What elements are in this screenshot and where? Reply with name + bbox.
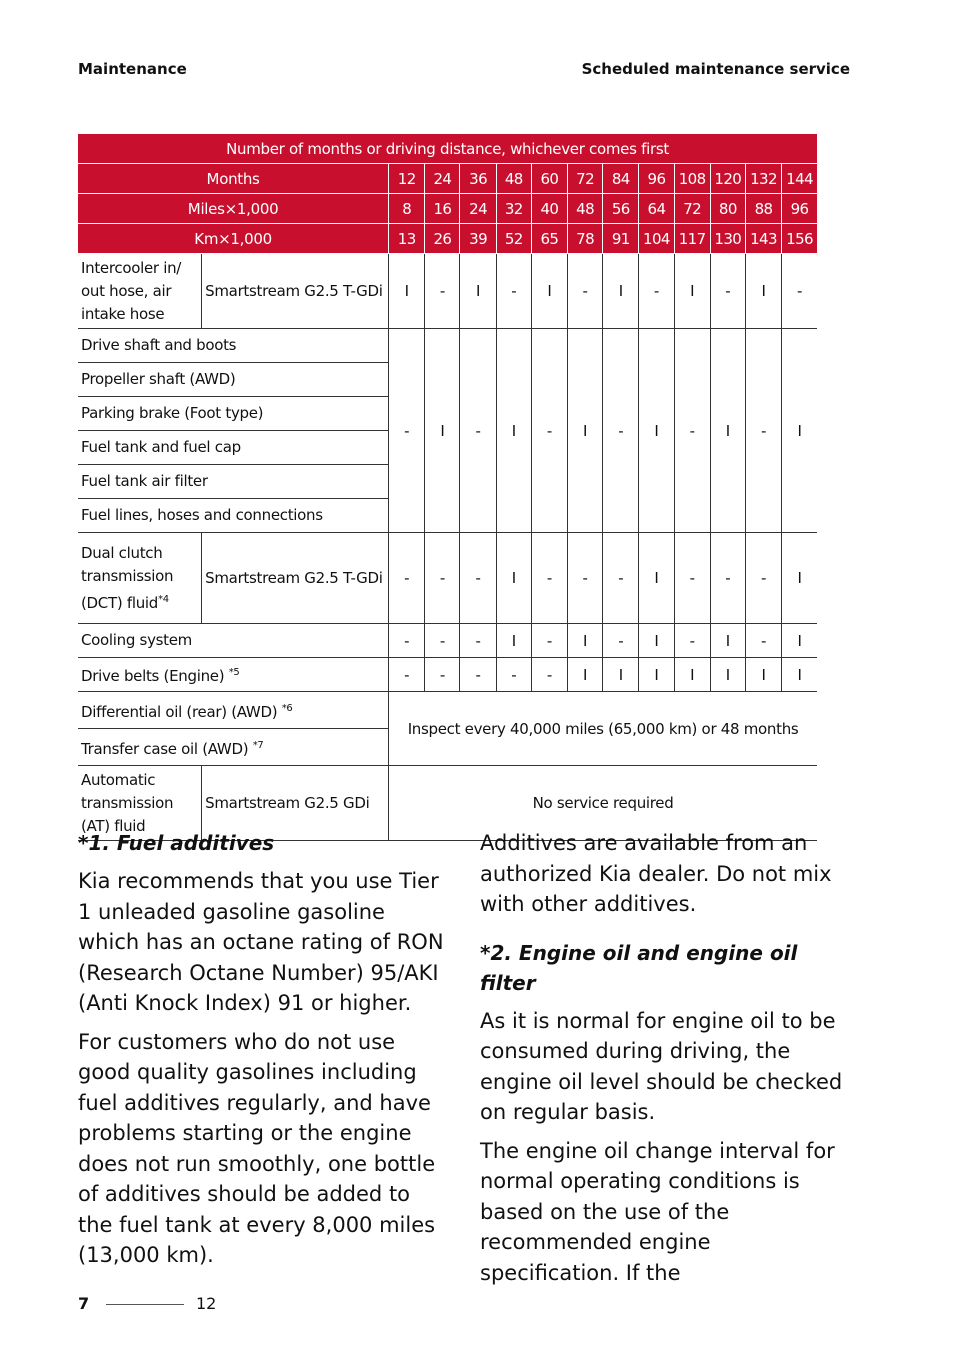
schedule-cell: - xyxy=(460,329,496,533)
km-row-value: 130 xyxy=(710,224,745,254)
table-row xyxy=(78,533,817,624)
schedule-cell: - xyxy=(425,624,460,658)
engine-label: Smartstream G2.5 T-GDi xyxy=(202,254,389,329)
item-label: Drive shaft and boots xyxy=(78,329,389,363)
schedule-cell: I xyxy=(496,533,531,624)
table-months-row xyxy=(78,164,817,194)
months-row-value: 108 xyxy=(674,164,710,194)
schedule-cell: I xyxy=(710,658,745,692)
schedule-cell: - xyxy=(389,658,425,692)
footer-page-number: 12 xyxy=(196,1294,217,1313)
schedule-cell: - xyxy=(745,624,781,658)
schedule-cell: - xyxy=(745,329,781,533)
schedule-cell: I xyxy=(674,254,710,329)
table-header-banner-row xyxy=(78,134,817,164)
schedule-cell: - xyxy=(603,533,639,624)
schedule-cell: - xyxy=(531,658,567,692)
km-row-label: Km×1,000 xyxy=(78,224,389,254)
item-label: Fuel tank air filter xyxy=(78,465,389,499)
months-row-value: 132 xyxy=(745,164,781,194)
miles-row-value: 80 xyxy=(710,194,745,224)
miles-row-value: 16 xyxy=(425,194,460,224)
notes-left-column xyxy=(78,828,448,1279)
schedule-cell: - xyxy=(710,254,745,329)
notes-right-column xyxy=(480,828,850,1296)
schedule-cell: I xyxy=(639,329,674,533)
note-1-title: *1. Fuel additives xyxy=(78,831,275,855)
schedule-cell: - xyxy=(531,329,567,533)
schedule-cell: I xyxy=(745,658,781,692)
schedule-cell: - xyxy=(745,533,781,624)
schedule-cell: I xyxy=(568,329,603,533)
schedule-cell: I xyxy=(603,658,639,692)
schedule-cell: I xyxy=(496,624,531,658)
months-row-value: 144 xyxy=(782,164,817,194)
schedule-cell: - xyxy=(460,658,496,692)
schedule-cell: - xyxy=(425,533,460,624)
months-row-value: 60 xyxy=(531,164,567,194)
item-label: Automatic transmission (AT) fluid xyxy=(78,766,202,841)
schedule-cell: I xyxy=(710,329,745,533)
schedule-cell: I xyxy=(782,533,817,624)
schedule-cell: - xyxy=(389,329,425,533)
months-row-value: 84 xyxy=(603,164,639,194)
miles-row-label: Miles×1,000 xyxy=(78,194,389,224)
schedule-cell: I xyxy=(425,329,460,533)
footnote-ref: *6 xyxy=(281,702,293,714)
schedule-cell: I xyxy=(710,624,745,658)
footnote-ref: *7 xyxy=(252,739,264,751)
miles-row-value: 96 xyxy=(782,194,817,224)
km-row-value: 52 xyxy=(496,224,531,254)
item-label: Cooling system xyxy=(78,624,389,658)
months-row-value: 24 xyxy=(425,164,460,194)
km-row-value: 156 xyxy=(782,224,817,254)
miles-row-value: 48 xyxy=(568,194,603,224)
schedule-cell: - xyxy=(496,658,531,692)
miles-row-value: 32 xyxy=(496,194,531,224)
months-row-value: 36 xyxy=(460,164,496,194)
maintenance-schedule-table xyxy=(78,134,817,841)
km-row-value: 78 xyxy=(568,224,603,254)
footer-chapter-number: 7 xyxy=(78,1294,90,1313)
km-row-value: 13 xyxy=(389,224,425,254)
footnote-ref: *4 xyxy=(158,593,169,605)
schedule-cell: - xyxy=(674,624,710,658)
table-row xyxy=(78,254,817,329)
table-row xyxy=(78,692,817,729)
inspect-interval-cell: Inspect every 40,000 miles (65,000 km) or 48 months xyxy=(389,692,817,766)
header-topic: Scheduled maintenance service xyxy=(581,60,850,78)
schedule-cell: I xyxy=(460,254,496,329)
item-label: Dual clutch transmission (DCT) fluid xyxy=(81,543,174,612)
miles-row-value: 56 xyxy=(603,194,639,224)
footnote-ref: *5 xyxy=(228,667,240,678)
schedule-cell: - xyxy=(782,254,817,329)
schedule-cell: I xyxy=(496,329,531,533)
schedule-cell: - xyxy=(531,533,567,624)
months-row-value: 96 xyxy=(639,164,674,194)
item-label: Differential oil (rear) (AWD) xyxy=(81,702,278,721)
schedule-cell: I xyxy=(782,329,817,533)
item-label: Propeller shaft (AWD) xyxy=(78,363,389,397)
km-row-value: 104 xyxy=(639,224,674,254)
note-2-paragraph-1: As it is normal for engine oil to be consumed during driving, the engine oil level should be checked on regular basis. xyxy=(480,1008,843,1124)
km-row-value: 26 xyxy=(425,224,460,254)
miles-row-value: 40 xyxy=(531,194,567,224)
footer-divider xyxy=(106,1304,184,1305)
table-row xyxy=(78,658,817,692)
schedule-cell: I xyxy=(639,658,674,692)
schedule-cell: - xyxy=(639,254,674,329)
schedule-cell: I xyxy=(531,254,567,329)
item-label: Intercooler in/ out hose, air intake hose xyxy=(78,254,202,329)
schedule-cell: I xyxy=(568,624,603,658)
miles-row-value: 24 xyxy=(460,194,496,224)
schedule-cell: - xyxy=(674,329,710,533)
table-row xyxy=(78,624,817,658)
miles-row-value: 8 xyxy=(389,194,425,224)
km-row-value: 91 xyxy=(603,224,639,254)
months-row-value: 72 xyxy=(568,164,603,194)
schedule-cell: - xyxy=(389,624,425,658)
item-label-cell xyxy=(78,692,389,729)
engine-label: Smartstream G2.5 T-GDi xyxy=(202,533,389,624)
no-service-cell: No service required xyxy=(389,766,817,841)
item-label: Drive belts (Engine) xyxy=(81,667,225,685)
schedule-cell: I xyxy=(639,533,674,624)
schedule-cell: - xyxy=(460,624,496,658)
item-label: Fuel tank and fuel cap xyxy=(78,431,389,465)
schedule-cell: - xyxy=(603,624,639,658)
schedule-cell: - xyxy=(603,329,639,533)
item-label: Transfer case oil (AWD) xyxy=(81,739,249,758)
months-row-value: 120 xyxy=(710,164,745,194)
note-1-paragraph-1: Kia recommends that you use Tier 1 unleaded gasoline gasoline which has an octane rating of RON (Research Octane Number) 95/AKI (Anti Knock Index) 91 or higher. xyxy=(78,869,444,1015)
schedule-cell: - xyxy=(425,658,460,692)
item-label: Parking brake (Foot type) xyxy=(78,397,389,431)
km-row-value: 39 xyxy=(460,224,496,254)
schedule-cell: - xyxy=(568,533,603,624)
km-row-value: 65 xyxy=(531,224,567,254)
schedule-cell: - xyxy=(568,254,603,329)
note-1-paragraph-2: For customers who do not use good quality gasolines including fuel additives regularly, and have problems starting or the engine does not run smoothly, one bottle of additives should be added to the fuel tank at every 8,000 miles (13,000 km). xyxy=(78,1029,436,1267)
table-km-row xyxy=(78,224,817,254)
item-label-cell xyxy=(78,729,389,766)
schedule-cell: I xyxy=(674,658,710,692)
schedule-cell: - xyxy=(460,533,496,624)
months-row-label: Months xyxy=(78,164,389,194)
note-2-title: *2. Engine oil and engine oil filter xyxy=(480,940,798,995)
schedule-cell: I xyxy=(568,658,603,692)
schedule-cell: - xyxy=(425,254,460,329)
schedule-cell: - xyxy=(389,533,425,624)
km-row-value: 117 xyxy=(674,224,710,254)
schedule-cell: I xyxy=(639,624,674,658)
schedule-cell: I xyxy=(389,254,425,329)
months-row-value: 48 xyxy=(496,164,531,194)
schedule-cell: I xyxy=(782,658,817,692)
schedule-cell: I xyxy=(782,624,817,658)
note-1-paragraph-3: Additives are available from an authorized Kia dealer. Do not mix with other additives. xyxy=(480,831,832,916)
schedule-cell: - xyxy=(496,254,531,329)
miles-row-value: 64 xyxy=(639,194,674,224)
table-row xyxy=(78,329,817,363)
table-banner: Number of months or driving distance, whichever comes first xyxy=(78,134,817,164)
months-row-value: 12 xyxy=(389,164,425,194)
item-label-cell xyxy=(78,533,202,624)
schedule-cell: I xyxy=(603,254,639,329)
schedule-cell: - xyxy=(710,533,745,624)
note-2-paragraph-2: The engine oil change interval for normal operating conditions is based on the use of the recommended engine specification. If the xyxy=(480,1138,835,1285)
schedule-cell: - xyxy=(674,533,710,624)
item-label-cell xyxy=(78,658,389,692)
schedule-cell: I xyxy=(745,254,781,329)
engine-label: Smartstream G2.5 GDi xyxy=(202,766,389,841)
item-label: Fuel lines, hoses and connections xyxy=(78,499,389,533)
miles-row-value: 72 xyxy=(674,194,710,224)
schedule-cell: - xyxy=(531,624,567,658)
miles-row-value: 88 xyxy=(745,194,781,224)
header-section: Maintenance xyxy=(78,60,187,78)
km-row-value: 143 xyxy=(745,224,781,254)
table-miles-row xyxy=(78,194,817,224)
